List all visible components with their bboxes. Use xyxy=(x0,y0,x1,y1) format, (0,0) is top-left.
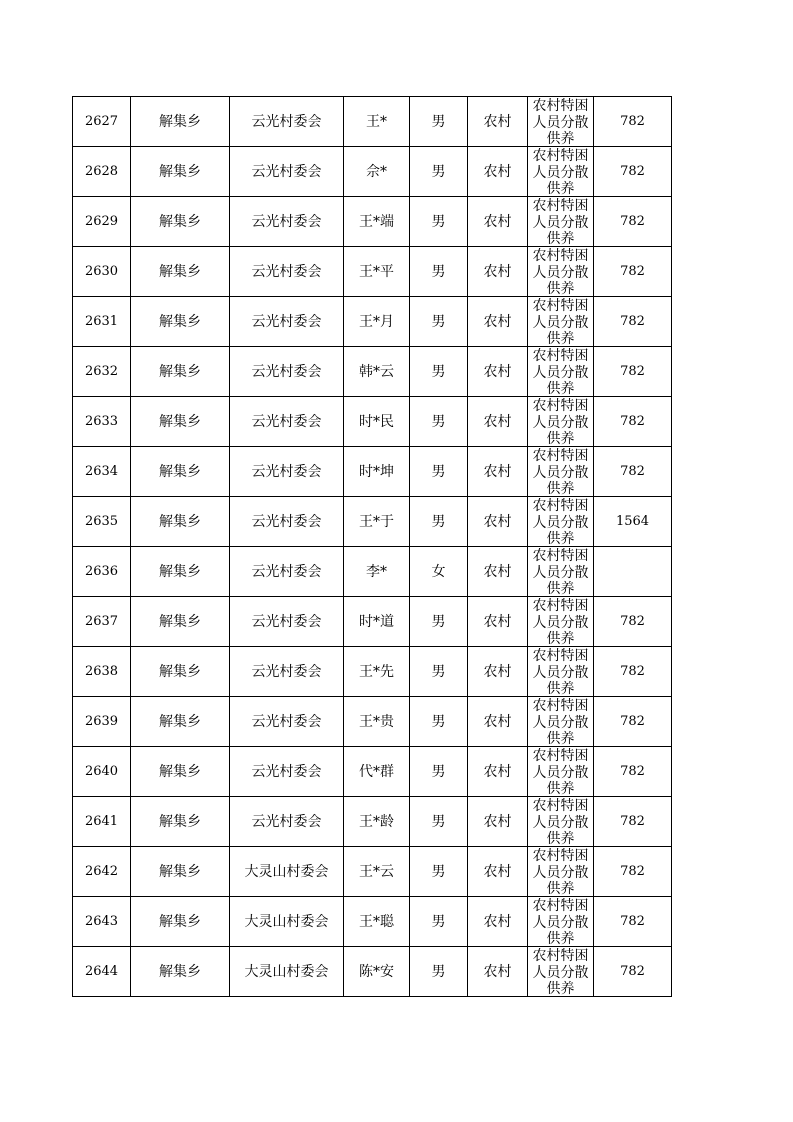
cell-amount: 782 xyxy=(594,747,672,797)
support-category-text: 农村特困人员分散供养 xyxy=(532,748,589,795)
table-row xyxy=(73,747,672,797)
cell-support-category xyxy=(528,547,594,597)
table-row xyxy=(73,597,672,647)
support-category-text: 农村特困人员分散供养 xyxy=(532,948,589,995)
cell-township: 解集乡 xyxy=(131,897,230,947)
cell-township: 解集乡 xyxy=(131,547,230,597)
table-body xyxy=(73,97,672,997)
cell-area-type: 农村 xyxy=(468,497,528,547)
cell-support-category xyxy=(528,697,594,747)
support-category-text: 农村特困人员分散供养 xyxy=(532,598,589,645)
cell-amount: 782 xyxy=(594,147,672,197)
support-category-text: 农村特困人员分散供养 xyxy=(532,848,589,895)
table-row xyxy=(73,697,672,747)
support-category-text: 农村特困人员分散供养 xyxy=(532,648,589,695)
cell-amount: 782 xyxy=(594,947,672,997)
support-category-text: 农村特困人员分散供养 xyxy=(532,348,589,395)
support-category-text: 农村特困人员分散供养 xyxy=(532,798,589,845)
cell-recipient-name: 李* xyxy=(344,547,410,597)
cell-recipient-name: 代*群 xyxy=(344,747,410,797)
cell-area-type: 农村 xyxy=(468,897,528,947)
cell-township: 解集乡 xyxy=(131,147,230,197)
cell-amount: 782 xyxy=(594,247,672,297)
cell-gender: 男 xyxy=(410,697,468,747)
table-row xyxy=(73,897,672,947)
cell-serial-number: 2630 xyxy=(73,247,131,297)
cell-gender: 女 xyxy=(410,547,468,597)
cell-gender: 男 xyxy=(410,297,468,347)
cell-recipient-name: 时*道 xyxy=(344,597,410,647)
cell-recipient-name: 时*民 xyxy=(344,397,410,447)
cell-serial-number: 2631 xyxy=(73,297,131,347)
cell-village-committee: 云光村委会 xyxy=(230,197,344,247)
cell-support-category xyxy=(528,297,594,347)
cell-amount: 782 xyxy=(594,897,672,947)
cell-support-category xyxy=(528,747,594,797)
cell-recipient-name: 陈*安 xyxy=(344,947,410,997)
cell-recipient-name: 王*端 xyxy=(344,197,410,247)
support-category-text: 农村特困人员分散供养 xyxy=(532,448,589,495)
cell-recipient-name: 王*聪 xyxy=(344,897,410,947)
cell-amount: 782 xyxy=(594,797,672,847)
cell-village-committee: 云光村委会 xyxy=(230,97,344,147)
cell-amount: 782 xyxy=(594,397,672,447)
cell-gender: 男 xyxy=(410,447,468,497)
cell-gender: 男 xyxy=(410,197,468,247)
cell-amount: 1564 xyxy=(594,497,672,547)
cell-area-type: 农村 xyxy=(468,97,528,147)
cell-village-committee: 云光村委会 xyxy=(230,397,344,447)
cell-amount: 782 xyxy=(594,447,672,497)
cell-support-category xyxy=(528,247,594,297)
cell-recipient-name: 时*坤 xyxy=(344,447,410,497)
table-row xyxy=(73,197,672,247)
cell-gender: 男 xyxy=(410,647,468,697)
cell-amount: 782 xyxy=(594,597,672,647)
support-category-text: 农村特困人员分散供养 xyxy=(532,498,589,545)
cell-area-type: 农村 xyxy=(468,597,528,647)
cell-recipient-name: 韩*云 xyxy=(344,347,410,397)
cell-village-committee: 云光村委会 xyxy=(230,247,344,297)
cell-serial-number: 2637 xyxy=(73,597,131,647)
cell-village-committee: 云光村委会 xyxy=(230,147,344,197)
cell-gender: 男 xyxy=(410,747,468,797)
support-category-text: 农村特困人员分散供养 xyxy=(532,98,589,145)
cell-township: 解集乡 xyxy=(131,847,230,897)
table-row xyxy=(73,547,672,597)
cell-support-category xyxy=(528,97,594,147)
cell-support-category xyxy=(528,897,594,947)
cell-township: 解集乡 xyxy=(131,97,230,147)
cell-gender: 男 xyxy=(410,897,468,947)
cell-gender: 男 xyxy=(410,397,468,447)
cell-gender: 男 xyxy=(410,247,468,297)
cell-amount: 782 xyxy=(594,697,672,747)
cell-amount: 782 xyxy=(594,847,672,897)
cell-gender: 男 xyxy=(410,147,468,197)
cell-recipient-name: 王*贵 xyxy=(344,697,410,747)
cell-support-category xyxy=(528,797,594,847)
cell-area-type: 农村 xyxy=(468,147,528,197)
cell-recipient-name: 佘* xyxy=(344,147,410,197)
cell-gender: 男 xyxy=(410,497,468,547)
cell-recipient-name: 王*龄 xyxy=(344,797,410,847)
support-category-text: 农村特困人员分散供养 xyxy=(532,148,589,195)
table-row xyxy=(73,947,672,997)
cell-support-category xyxy=(528,497,594,547)
cell-gender: 男 xyxy=(410,847,468,897)
table-row xyxy=(73,797,672,847)
cell-recipient-name: 王*于 xyxy=(344,497,410,547)
cell-amount: 782 xyxy=(594,97,672,147)
cell-area-type: 农村 xyxy=(468,547,528,597)
cell-serial-number: 2634 xyxy=(73,447,131,497)
table-row xyxy=(73,497,672,547)
cell-village-committee: 云光村委会 xyxy=(230,647,344,697)
cell-recipient-name: 王*先 xyxy=(344,647,410,697)
cell-support-category xyxy=(528,447,594,497)
support-category-text: 农村特困人员分散供养 xyxy=(532,198,589,245)
cell-gender: 男 xyxy=(410,597,468,647)
table-row xyxy=(73,297,672,347)
table-row xyxy=(73,347,672,397)
cell-serial-number: 2641 xyxy=(73,797,131,847)
cell-area-type: 农村 xyxy=(468,647,528,697)
cell-serial-number: 2643 xyxy=(73,897,131,947)
cell-area-type: 农村 xyxy=(468,797,528,847)
cell-amount xyxy=(594,547,672,597)
cell-recipient-name: 王*云 xyxy=(344,847,410,897)
cell-serial-number: 2638 xyxy=(73,647,131,697)
cell-area-type: 农村 xyxy=(468,947,528,997)
cell-recipient-name: 王*平 xyxy=(344,247,410,297)
cell-support-category xyxy=(528,647,594,697)
cell-village-committee: 大灵山村委会 xyxy=(230,947,344,997)
cell-amount: 782 xyxy=(594,347,672,397)
support-category-text: 农村特困人员分散供养 xyxy=(532,898,589,945)
cell-area-type: 农村 xyxy=(468,197,528,247)
cell-gender: 男 xyxy=(410,347,468,397)
table-row xyxy=(73,247,672,297)
cell-township: 解集乡 xyxy=(131,447,230,497)
cell-serial-number: 2629 xyxy=(73,197,131,247)
cell-serial-number: 2632 xyxy=(73,347,131,397)
cell-support-category xyxy=(528,947,594,997)
support-category-text: 农村特困人员分散供养 xyxy=(532,298,589,345)
cell-support-category xyxy=(528,147,594,197)
cell-gender: 男 xyxy=(410,947,468,997)
cell-amount: 782 xyxy=(594,297,672,347)
cell-area-type: 农村 xyxy=(468,697,528,747)
cell-serial-number: 2627 xyxy=(73,97,131,147)
cell-recipient-name: 王*月 xyxy=(344,297,410,347)
cell-village-committee: 云光村委会 xyxy=(230,597,344,647)
cell-village-committee: 云光村委会 xyxy=(230,297,344,347)
support-category-text: 农村特困人员分散供养 xyxy=(532,548,589,595)
cell-village-committee: 云光村委会 xyxy=(230,447,344,497)
cell-area-type: 农村 xyxy=(468,747,528,797)
cell-serial-number: 2639 xyxy=(73,697,131,747)
cell-serial-number: 2644 xyxy=(73,947,131,997)
cell-township: 解集乡 xyxy=(131,697,230,747)
cell-amount: 782 xyxy=(594,197,672,247)
cell-area-type: 农村 xyxy=(468,447,528,497)
support-category-text: 农村特困人员分散供养 xyxy=(532,248,589,295)
cell-support-category xyxy=(528,597,594,647)
support-category-text: 农村特困人员分散供养 xyxy=(532,398,589,445)
cell-village-committee: 云光村委会 xyxy=(230,697,344,747)
table-row xyxy=(73,647,672,697)
cell-township: 解集乡 xyxy=(131,247,230,297)
cell-support-category xyxy=(528,847,594,897)
cell-serial-number: 2642 xyxy=(73,847,131,897)
cell-township: 解集乡 xyxy=(131,947,230,997)
table-row xyxy=(73,447,672,497)
cell-village-committee: 云光村委会 xyxy=(230,347,344,397)
cell-township: 解集乡 xyxy=(131,597,230,647)
cell-gender: 男 xyxy=(410,797,468,847)
cell-gender: 男 xyxy=(410,97,468,147)
cell-township: 解集乡 xyxy=(131,397,230,447)
cell-village-committee: 云光村委会 xyxy=(230,797,344,847)
cell-township: 解集乡 xyxy=(131,747,230,797)
cell-village-committee: 大灵山村委会 xyxy=(230,847,344,897)
cell-village-committee: 大灵山村委会 xyxy=(230,897,344,947)
cell-township: 解集乡 xyxy=(131,497,230,547)
cell-support-category xyxy=(528,197,594,247)
cell-area-type: 农村 xyxy=(468,347,528,397)
cell-serial-number: 2635 xyxy=(73,497,131,547)
cell-serial-number: 2633 xyxy=(73,397,131,447)
cell-support-category xyxy=(528,347,594,397)
cell-township: 解集乡 xyxy=(131,647,230,697)
cell-village-committee: 云光村委会 xyxy=(230,497,344,547)
table-row xyxy=(73,97,672,147)
cell-recipient-name: 王* xyxy=(344,97,410,147)
cell-serial-number: 2636 xyxy=(73,547,131,597)
table-row xyxy=(73,397,672,447)
table-row xyxy=(73,147,672,197)
cell-area-type: 农村 xyxy=(468,397,528,447)
cell-area-type: 农村 xyxy=(468,247,528,297)
cell-township: 解集乡 xyxy=(131,297,230,347)
table-row xyxy=(73,847,672,897)
cell-serial-number: 2640 xyxy=(73,747,131,797)
cell-township: 解集乡 xyxy=(131,197,230,247)
cell-support-category xyxy=(528,397,594,447)
cell-serial-number: 2628 xyxy=(73,147,131,197)
cell-area-type: 农村 xyxy=(468,847,528,897)
cell-area-type: 农村 xyxy=(468,297,528,347)
cell-village-committee: 云光村委会 xyxy=(230,747,344,797)
cell-township: 解集乡 xyxy=(131,797,230,847)
support-category-text: 农村特困人员分散供养 xyxy=(532,698,589,745)
cell-township: 解集乡 xyxy=(131,347,230,397)
cell-amount: 782 xyxy=(594,647,672,697)
relief-roster-table xyxy=(72,96,672,997)
cell-village-committee: 云光村委会 xyxy=(230,547,344,597)
